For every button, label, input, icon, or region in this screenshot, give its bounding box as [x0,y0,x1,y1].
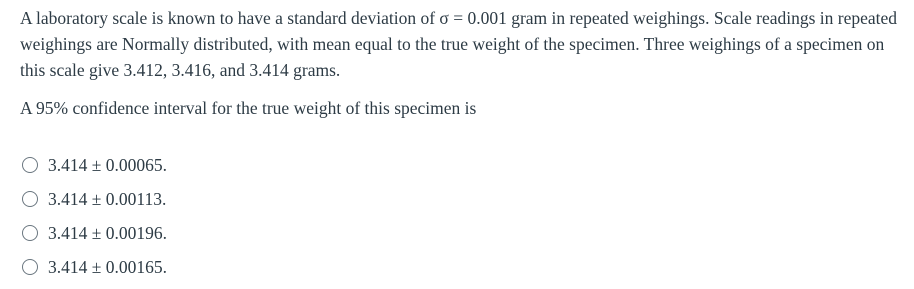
radio-button[interactable] [22,225,38,241]
radio-button[interactable] [22,157,38,173]
radio-button[interactable] [22,191,38,207]
question-stem: A 95% confidence interval for the true weight of this specimen is [20,98,477,118]
answer-option-4[interactable] [22,250,167,284]
question-paragraph: A laboratory scale is known to have a standard deviation of σ = 0.001 gram in repeated weighings. Scale readings in repeated weighings are Normally distributed, with mean equal to the true weight of the specimen. Three weighings of a specimen on this scale give 3.412, 3.416, and 3.414 grams. [20,8,898,80]
answer-list [22,148,167,284]
answer-option-2[interactable] [22,182,167,216]
answer-option-3[interactable] [22,216,167,250]
answer-label: 3.414 ± 0.00065. [48,154,167,175]
radio-button[interactable] [22,259,38,275]
answer-label: 3.414 ± 0.00113. [48,188,167,209]
answer-option-1[interactable] [22,148,167,182]
answer-label: 3.414 ± 0.00165. [48,256,167,277]
question-text [20,5,900,121]
answer-label: 3.414 ± 0.00196. [48,222,167,243]
